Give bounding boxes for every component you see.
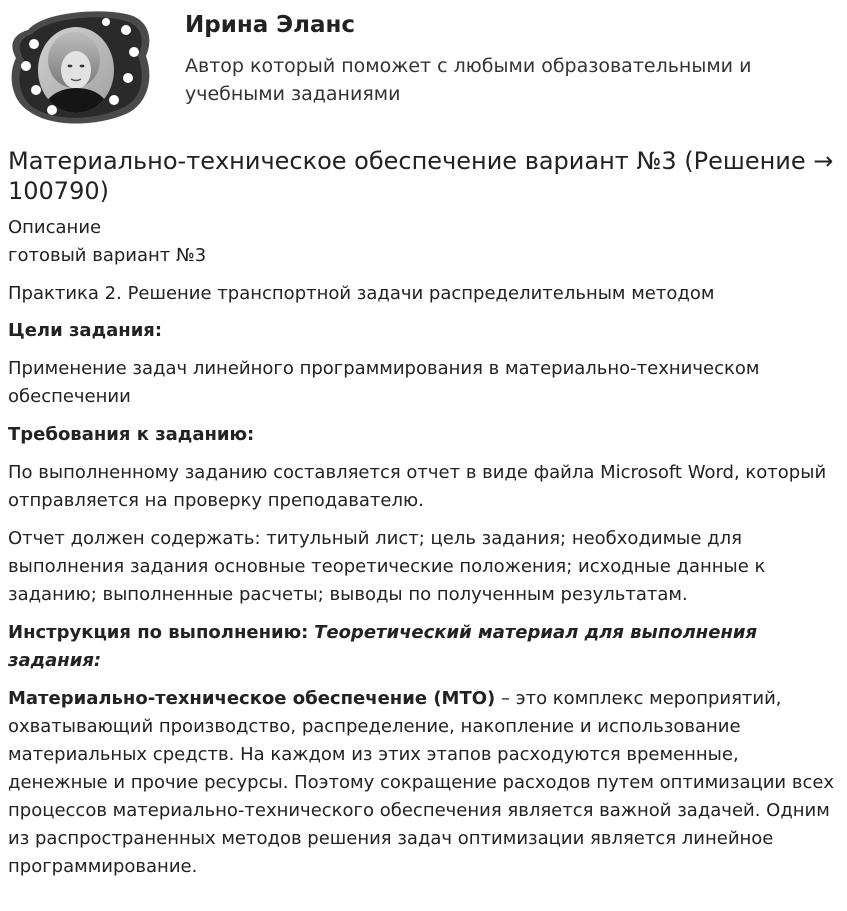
instruction-heading: Инструкция по выполнению:	[8, 622, 309, 643]
goals-text: Применение задач линейного программирования в материально-техническом обеспечении	[8, 358, 760, 407]
author-description: Автор который поможет с любыми образовательными и учебными заданиями	[185, 55, 752, 105]
variant-line: готовый вариант №3	[8, 245, 207, 266]
mto-term: Материально-техническое обеспечение (МТО)	[8, 688, 496, 709]
practice-line: Практика 2. Решение транспортной задачи распределительным методом	[8, 283, 715, 304]
instruction-subheading: Теоретический материал для выполнения задания:	[8, 622, 758, 671]
instruction-heading-line	[8, 619, 838, 675]
description-label: Описание	[8, 217, 102, 238]
requirements-paragraph-2: Отчет должен содержать: титульный лист; цель задания; необходимые для выполнения задания основные теоретические положения; исходные данные к заданию; выполненные расчеты; выводы по полученным результатам.	[8, 528, 766, 605]
goals-heading: Цели задания:	[8, 320, 163, 341]
requirements-paragraph-1: По выполненному заданию составляется отчет в виде файла Microsoft Word, который отправляется на проверку преподавателю.	[8, 462, 827, 511]
mto-paragraph	[8, 685, 838, 881]
requirements-heading: Требования к заданию:	[8, 424, 255, 445]
author-card	[8, 8, 838, 126]
film-reel-frame-icon	[8, 8, 154, 126]
avatar	[8, 8, 154, 126]
document-content	[8, 146, 838, 881]
mto-text: – это комплекс мероприятий, охватывающий производство, распределение, накопление и использование материальных средств. На каждом из этих этапов расходуются временные, денежные и прочие ресурсы. Поэтому сокращение расходов путем оптимизации всех процессов материально-технического обеспечения является важной задачей. Одним из распространенных методов решения задач оптимизации является линейное программирование.	[8, 688, 835, 877]
page-title: Материально-техническое обеспечение вариант №3 (Решение → 100790)	[8, 147, 834, 205]
author-name: Ирина Эланс	[185, 12, 356, 38]
